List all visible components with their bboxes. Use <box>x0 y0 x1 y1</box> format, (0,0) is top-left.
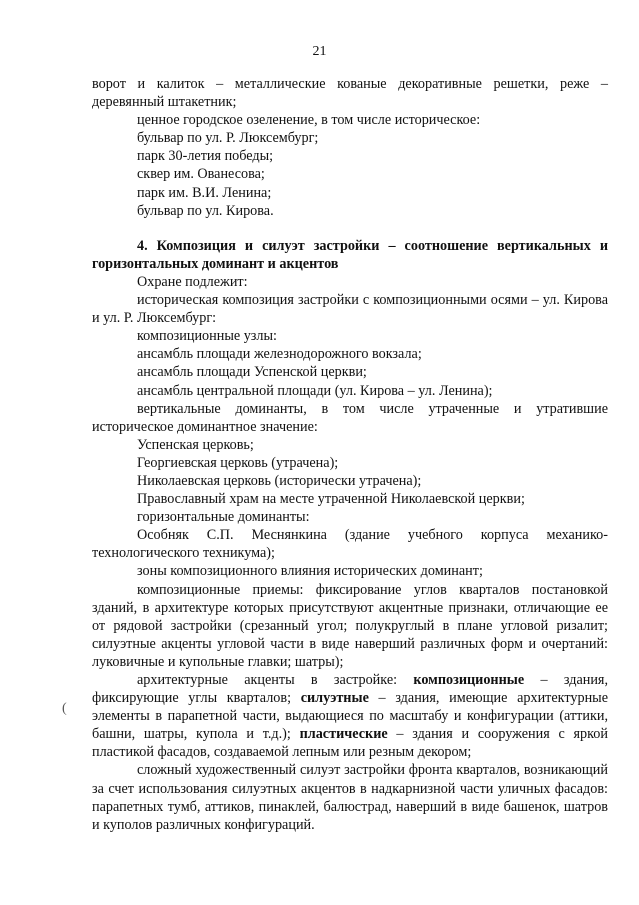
paragraph-gates: ворот и калиток – металлические кованые декоративные решетки, реже – деревянный штакетник; <box>92 76 608 111</box>
text-run: – здания, фиксирующие углы кварталов; <box>92 672 609 707</box>
paragraph-techniques: композиционные приемы: фиксирование углов кварталов постановкой зданий, в архитектуре которых присутствуют акцентные признаки, отличающие ее от рядовой застройки (срезанный угол; полукруглый в плане угловой ризалит; силуэтные акценты угловой части в виде наверший различных форм и очертаний: луковичные и купольные главки; шатры); <box>92 581 608 670</box>
text-run: – здания и сооружения с яркой пластикой фасадов, создаваемой лепным или резным декором; <box>92 726 608 761</box>
spacer <box>92 220 608 237</box>
paragraph: вертикальные доминанты, в том числе утраченные и утратившие историческое доминантное значение: <box>92 400 608 435</box>
list-item: парк им. В.И. Ленина; <box>137 184 272 201</box>
list-item: Успенская церковь; <box>137 436 254 453</box>
list-item: ансамбль площади Успенской церкви; <box>137 364 367 381</box>
list-item: ансамбль площади железнодорожного вокзала; <box>137 346 422 363</box>
list-item: Православный храм на месте утраченной Николаевской церкви; <box>137 491 525 508</box>
list-item: Николаевская церковь (исторически утрачена); <box>137 472 422 489</box>
document-body <box>92 75 608 834</box>
paragraph: Охране подлежит: <box>137 273 248 290</box>
paragraph: Особняк С.П. Меснянкина (здание учебного корпуса механико-технологического техникума); <box>92 527 608 562</box>
bold-term: композиционные <box>413 672 525 688</box>
paragraph-greenery: ценное городское озеленение, в том числе историческое: <box>137 112 481 129</box>
list-item: Георгиевская церковь (утрачена); <box>137 454 339 471</box>
paragraph-accents <box>92 671 608 761</box>
list-item: бульвар по ул. Кирова. <box>137 202 274 219</box>
paragraph: горизонтальные доминанты: <box>137 509 310 526</box>
list-item: бульвар по ул. Р. Люксембург; <box>137 130 319 147</box>
paragraph: зоны композиционного влияния исторических доминант; <box>137 563 483 580</box>
list-item: парк 30-летия победы; <box>137 148 274 165</box>
paragraph: композиционные узлы: <box>137 328 277 345</box>
text-run: архитектурные акценты в застройке: <box>137 672 414 688</box>
page-number: 21 <box>312 44 327 59</box>
margin-bracket: ( <box>62 701 67 716</box>
paragraph-silhouette: сложный художественный силуэт застройки фронта кварталов, возникающий за счет использования силуэтных акцентов в надкарнизной части уличных фасадов: парапетных тумб, аттиков, пинаклей, балюстрад, наверший в виде башенок, шатров и куполов различных конфигураций. <box>92 762 608 833</box>
list-item: сквер им. Ованесова; <box>137 166 265 183</box>
bold-term: силуэтные <box>300 690 369 707</box>
list-item: ансамбль центральной площади (ул. Кирова – ул. Ленина); <box>137 382 493 399</box>
section-heading: 4. Композиция и силуэт застройки – соотношение вертикальных и горизонтальных доминант и акцентов <box>92 237 608 272</box>
paragraph: историческая композиция застройки с композиционными осями – ул. Кирова и ул. Р. Люксембург: <box>92 292 608 327</box>
text-run: – здания, имеющие архитектурные элементы в парапетной части, выдающиеся по масштабу и конфигурации (аттики, башни, шатры, купола и т.д.); <box>92 690 608 743</box>
bold-term: пластические <box>299 726 388 743</box>
